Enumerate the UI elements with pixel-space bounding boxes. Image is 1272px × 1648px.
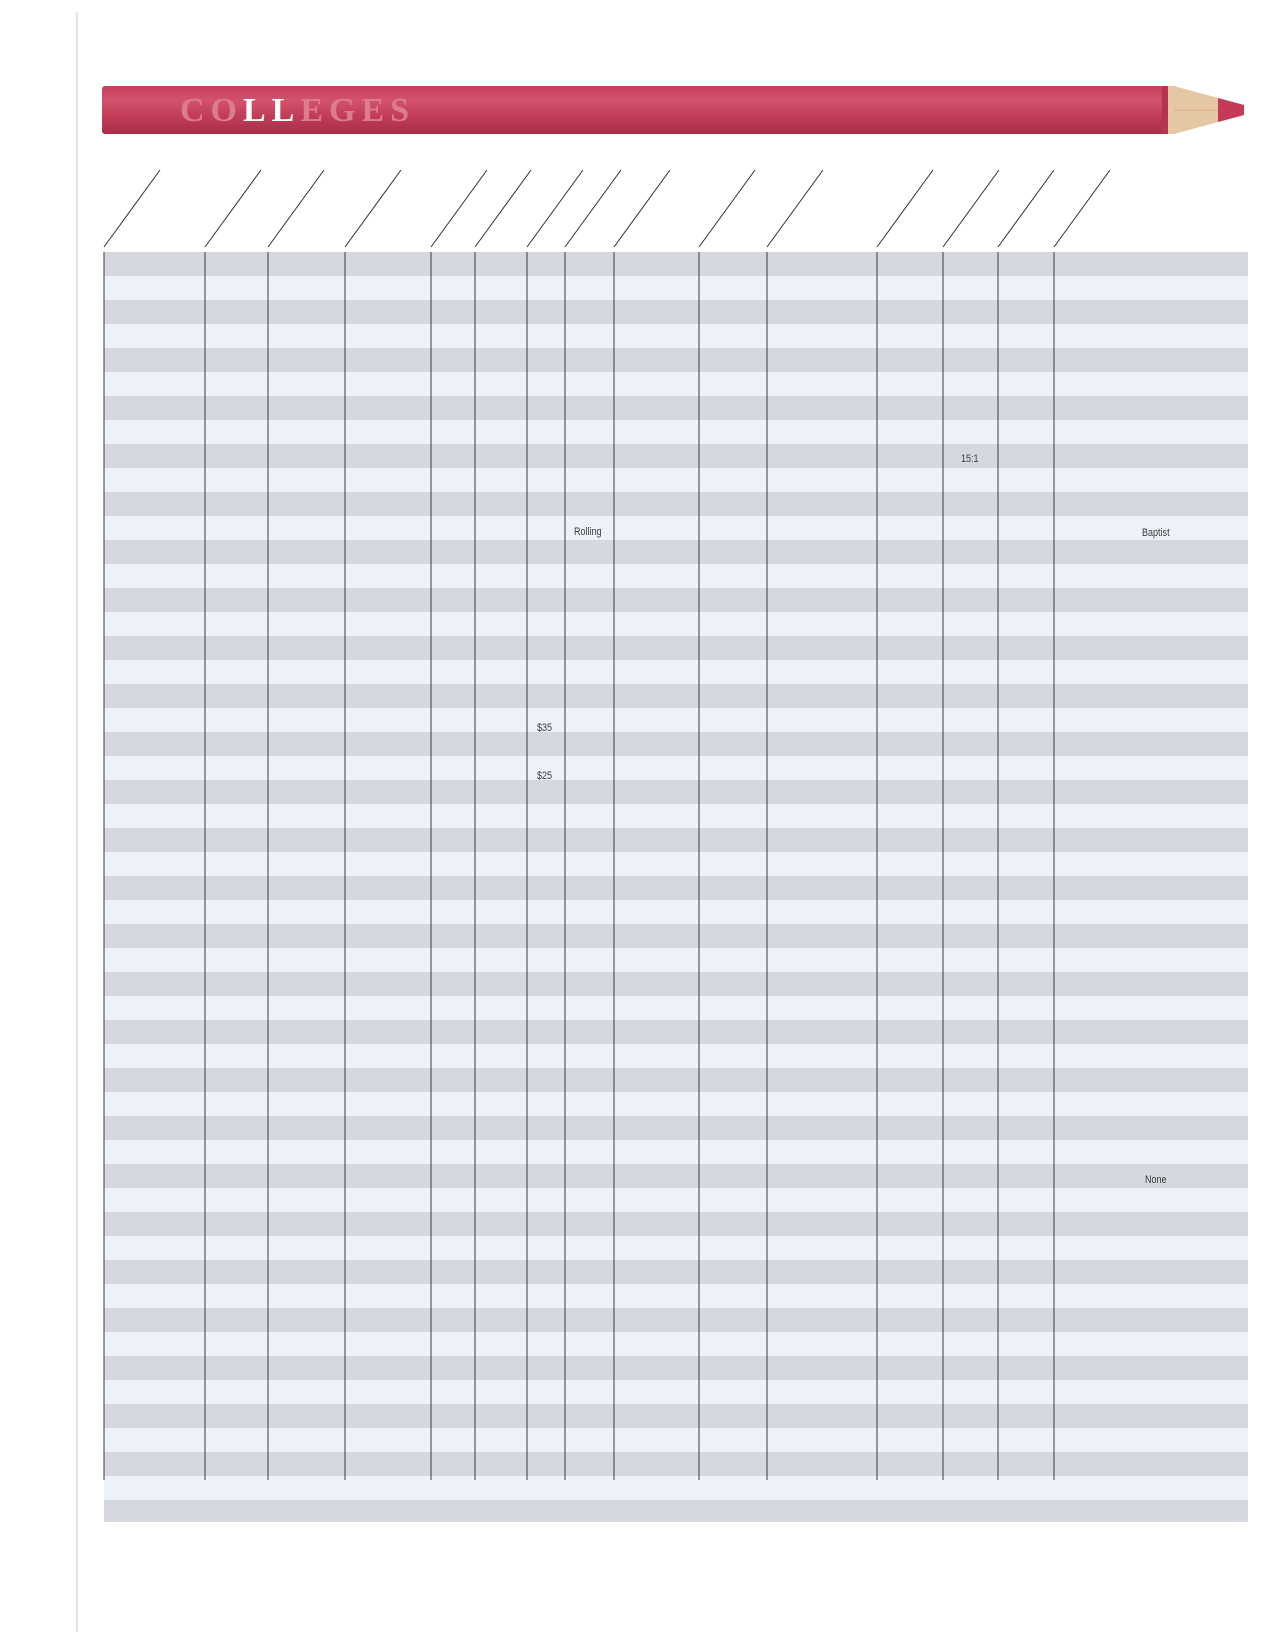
table-row — [104, 1380, 1248, 1404]
table-row — [104, 1236, 1248, 1260]
table-row — [104, 708, 1248, 732]
table-row — [104, 396, 1248, 420]
table-row — [104, 612, 1248, 636]
table-row — [104, 1116, 1248, 1140]
cell-fee-25: $25 — [537, 770, 553, 782]
table-row — [104, 1284, 1248, 1308]
table-row — [104, 1140, 1248, 1164]
table-row — [104, 756, 1248, 780]
binding-edge — [76, 12, 78, 1632]
table-row — [104, 540, 1248, 564]
table-row — [104, 996, 1248, 1020]
table-row — [104, 588, 1248, 612]
table-row — [104, 684, 1248, 708]
table-row — [104, 780, 1248, 804]
table-row — [104, 900, 1248, 924]
title-faint-2: EGE — [300, 92, 391, 129]
table-row — [104, 1332, 1248, 1356]
table-row — [104, 924, 1248, 948]
table-row — [104, 300, 1248, 324]
pencil-banner — [102, 86, 1242, 134]
table-row — [104, 972, 1248, 996]
table-row — [104, 492, 1248, 516]
title-faint-1: CO — [180, 92, 243, 129]
table-row — [104, 276, 1248, 300]
table-row — [104, 1044, 1248, 1068]
pencil-body — [102, 86, 1164, 134]
cell-fee-35: $35 — [537, 722, 553, 734]
table-row — [104, 660, 1248, 684]
table-row — [104, 828, 1248, 852]
cell-rolling: Rolling — [574, 526, 602, 538]
table-row — [104, 324, 1248, 348]
table-row — [104, 1452, 1248, 1476]
table-row — [104, 1188, 1248, 1212]
table-row — [104, 1092, 1248, 1116]
table-row — [104, 732, 1248, 756]
table-row — [104, 1356, 1248, 1380]
table-row — [104, 1260, 1248, 1284]
table-row — [104, 1428, 1248, 1452]
table-row — [104, 516, 1248, 540]
pencil-title — [180, 92, 415, 130]
table-row — [104, 1404, 1248, 1428]
cell-ratio: 15:1 — [961, 453, 979, 465]
pencil-tip-icon — [1162, 86, 1244, 134]
table-row — [104, 1068, 1248, 1092]
cell-none: None — [1145, 1174, 1167, 1186]
table-row — [104, 852, 1248, 876]
table-row — [104, 348, 1248, 372]
data-table — [104, 252, 1248, 1522]
table-row — [104, 804, 1248, 828]
table-footer-row — [104, 1500, 1248, 1522]
table-row — [104, 1212, 1248, 1236]
table-row — [104, 1476, 1248, 1500]
table-row — [104, 1020, 1248, 1044]
table-row — [104, 372, 1248, 396]
title-strong: LL — [243, 92, 301, 129]
table-row — [104, 948, 1248, 972]
table-row — [104, 252, 1248, 276]
table-row — [104, 876, 1248, 900]
table-row — [104, 444, 1248, 468]
table-row — [104, 420, 1248, 444]
table-row — [104, 468, 1248, 492]
cell-baptist: Baptist — [1142, 527, 1170, 539]
table-row — [104, 1164, 1248, 1188]
table-row — [104, 1308, 1248, 1332]
table-row — [104, 636, 1248, 660]
title-faint-3: S — [390, 92, 416, 129]
table-row — [104, 564, 1248, 588]
